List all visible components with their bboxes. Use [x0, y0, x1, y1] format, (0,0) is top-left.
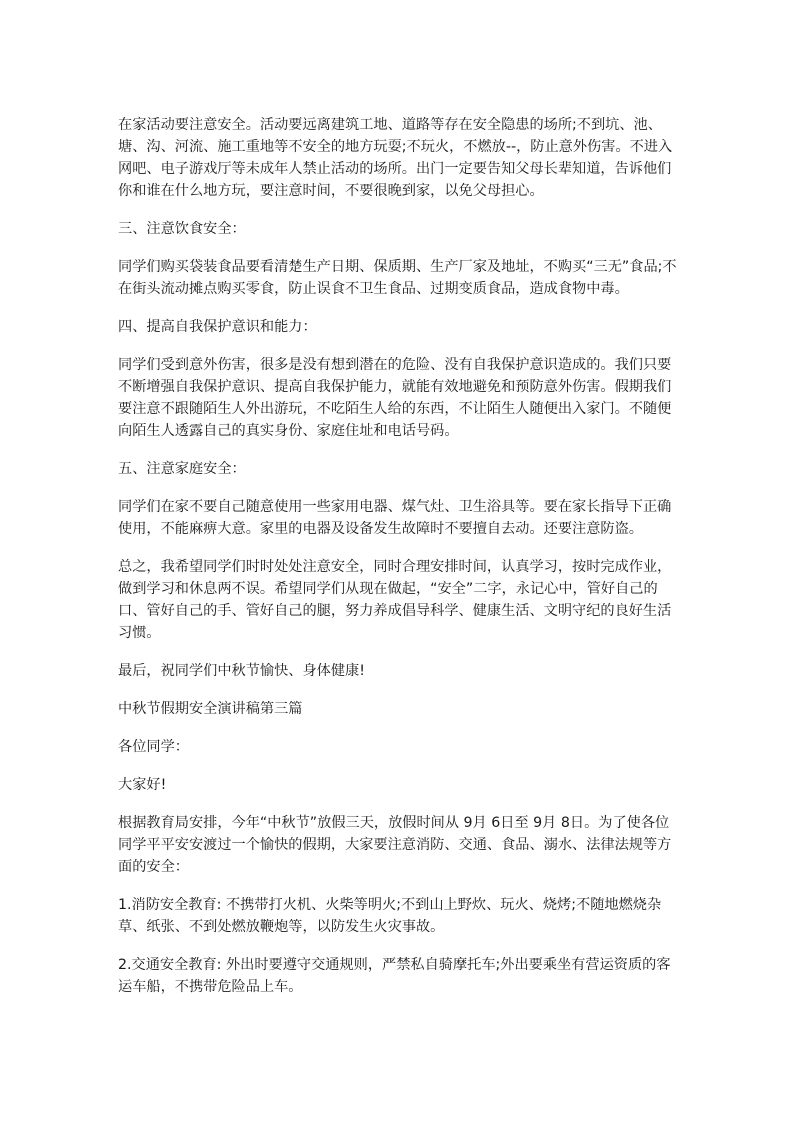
paragraph-conclusion: 总之，我希望同学们时时处处注意安全，同时合理安排时间，认真学习，按时完成作业，做到学习和休息两不误。希望同学们从现在做起，“安全”二字，永记心中，管好自己的口、管好自己的手、管好自己的腿，努力养成倡导科学、健康生活、文明守纪的良好生活习惯。 [118, 559, 672, 641]
greeting-students: 各位同学： [118, 739, 189, 755]
heading-self-protection: 四、提高自我保护意识和能力： [118, 319, 317, 335]
paragraph-home-safety: 同学们在家不要自己随意使用一些家用电器、煤气灶、卫生浴具等。要在家长指导下正确使用，不能麻痹大意。家里的电器及设备发生故障时不要擅自去动。还要注意防盗。 [118, 499, 672, 537]
paragraph-traffic-safety: 2.交通安全教育: 外出时要遵守交通规则，严禁私自骑摩托车;外出要乘坐有营运资质的客运车船，不携带危险品上车。 [118, 957, 671, 995]
paragraph-food-safety: 同学们购买袋装食品要看清楚生产日期、保质期、生产厂家及地址，不购买“三无”食品;不在街头流动摊点购买零食，防止误食不卫生食品、过期变质食品，造成食物中毒。 [118, 259, 677, 297]
heading-food-safety: 三、注意饮食安全： [118, 221, 246, 237]
section-title-third-speech: 中秋节假期安全演讲稿第三篇 [118, 701, 303, 717]
paragraph-wishes: 最后，祝同学们中秋节愉快、身体健康! [118, 663, 365, 679]
paragraph-fire-safety: 1.消防安全教育: 不携带打火机、火柴等明火;不到山上野炊、玩火、烧烤;不随地燃烧杂草、纸张、不到处燃放鞭炮等，以防发生火灾事故。 [118, 897, 662, 935]
paragraph-home-activity-safety: 在家活动要注意安全。活动要远离建筑工地、道路等存在安全隐患的场所;不到坑、池、塘、沟、河流、施工重地等不安全的地方玩耍;不玩火，不燃放--，防止意外伤害。不进入网吧、电子游戏厅等未成年人禁止活动的场所。出门一定要告知父母长辈知道，告诉他们你和谁在什么地方玩，要注意时间，不要很晚到家，以免父母担心。 [118, 117, 673, 199]
greeting-hello: 大家好! [118, 777, 167, 793]
heading-home-safety: 五、注意家庭安全： [118, 461, 246, 477]
document-body [118, 114, 678, 1014]
paragraph-holiday-arrangement: 根据教育局安排，今年“中秋节”放假三天，放假时间从 9月 6日至 9月 8日。为了使各位同学平平安安渡过一个愉快的假期，大家要注意消防、交通、食品、溺水、法律法规等方面的安全： [118, 815, 672, 875]
paragraph-self-protection: 同学们受到意外伤害，很多是没有想到潜在的危险、没有自我保护意识造成的。我们只要不断增强自我保护意识、提高自我保护能力，就能有效地避免和预防意外伤害。假期我们要注意不跟随陌生人外出游玩，不吃陌生人给的东西，不让陌生人随便出入家门。不随便向陌生人透露自己的真实身份、家庭住址和电话号码。 [118, 357, 672, 439]
